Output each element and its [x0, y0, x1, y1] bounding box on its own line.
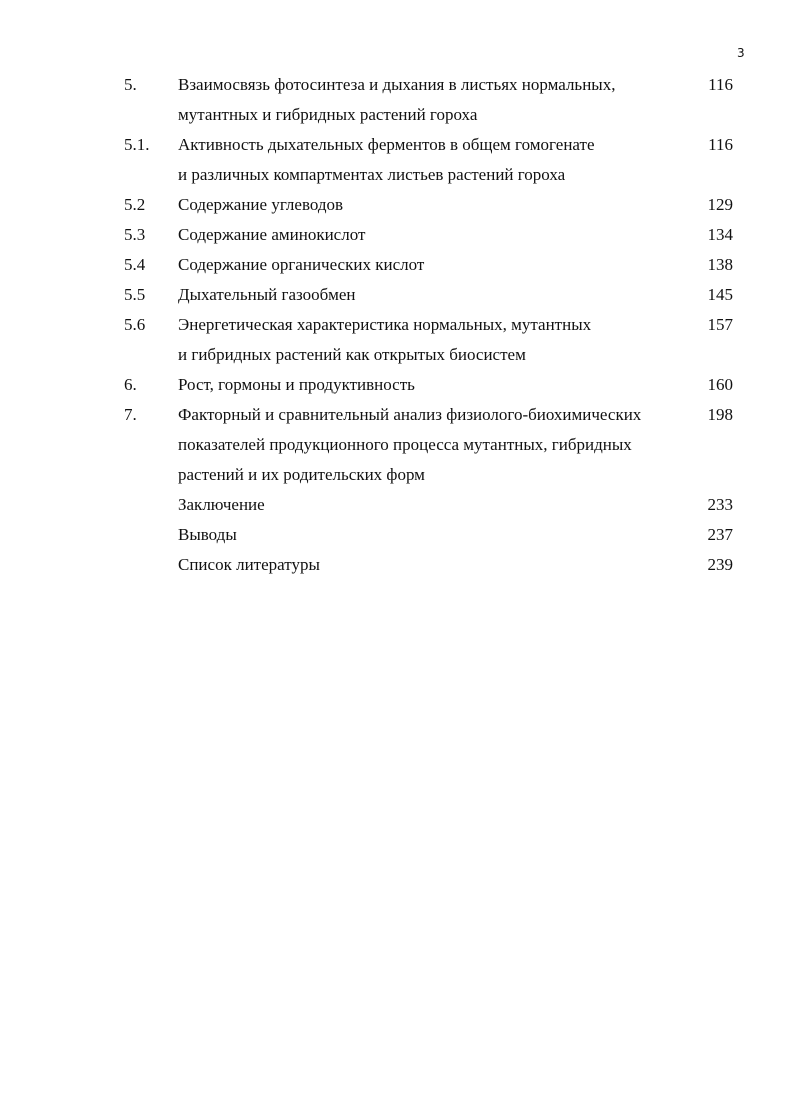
toc-entry-number: 7. — [124, 405, 137, 424]
toc-entry-title: Энергетическая характеристика нормальных, мутантных — [178, 315, 592, 334]
toc-line — [0, 490, 797, 520]
toc-entry — [0, 370, 797, 400]
toc-entry — [0, 190, 797, 220]
toc-entry — [0, 550, 797, 580]
toc-entry-page: 233 — [707, 495, 733, 514]
toc-entry-page: 198 — [707, 405, 733, 424]
toc-line — [0, 160, 797, 190]
toc-line — [0, 220, 797, 250]
toc-entry-title: Содержание органических кислот — [178, 255, 425, 274]
toc-entry-number: 5.4 — [124, 255, 146, 274]
toc-line — [0, 370, 797, 400]
toc-entry-title: Содержание аминокислот — [178, 225, 366, 244]
toc-entry — [0, 520, 797, 550]
toc-entry — [0, 310, 797, 370]
toc-entry-title: Взаимосвязь фотосинтеза и дыхания в листьях нормальных, — [178, 75, 616, 94]
table-of-contents — [0, 70, 797, 580]
toc-entry-page: 116 — [708, 135, 733, 154]
toc-line — [0, 550, 797, 580]
toc-entry-number: 5.3 — [124, 225, 146, 244]
toc-line — [0, 430, 797, 460]
toc-entry — [0, 250, 797, 280]
toc-entry-page: 160 — [707, 375, 733, 394]
toc-entry-title: Рост, гормоны и продуктивность — [178, 375, 415, 394]
toc-line — [0, 520, 797, 550]
toc-entry-number: 5.5 — [124, 285, 146, 304]
toc-entry-page: 116 — [708, 75, 733, 94]
toc-line — [0, 400, 797, 430]
toc-entry-title-continuation: мутантных и гибридных растений гороха — [178, 105, 478, 124]
toc-entry-title: Факторный и сравнительный анализ физиолого-биохимических — [178, 405, 642, 424]
toc-entry — [0, 220, 797, 250]
toc-entry — [0, 490, 797, 520]
toc-entry-title: Список литературы — [178, 555, 320, 574]
toc-entry-number: 5. — [124, 75, 137, 94]
toc-entry-title-continuation: и различных компартментах листьев растений гороха — [178, 165, 566, 184]
toc-entry-number: 5.2 — [124, 195, 146, 214]
toc-entry-page: 237 — [707, 525, 733, 544]
toc-entry-number: 5.6 — [124, 315, 146, 334]
toc-entry — [0, 400, 797, 490]
toc-entry-title: Выводы — [178, 525, 237, 544]
toc-line — [0, 190, 797, 220]
toc-entry-page: 134 — [707, 225, 733, 244]
toc-entry-page: 129 — [707, 195, 733, 214]
toc-line — [0, 280, 797, 310]
toc-line — [0, 70, 797, 100]
toc-line — [0, 310, 797, 340]
toc-entry-page: 157 — [707, 315, 733, 334]
toc-entry-page: 239 — [707, 555, 733, 574]
toc-entry-title-continuation: и гибридных растений как открытых биосистем — [178, 345, 526, 364]
page-number: 3 — [737, 46, 745, 60]
toc-entry — [0, 70, 797, 130]
toc-entry-title-continuation: показателей продукционного процесса мутантных, гибридных — [178, 435, 632, 454]
toc-line — [0, 130, 797, 160]
toc-line — [0, 250, 797, 280]
toc-entry-title: Заключение — [178, 495, 265, 514]
toc-entry-title: Активность дыхательных ферментов в общем гомогенате — [178, 135, 595, 154]
toc-entry-number: 5.1. — [124, 135, 150, 154]
toc-entry-title: Дыхательный газообмен — [178, 285, 356, 304]
toc-entry-title: Содержание углеводов — [178, 195, 344, 214]
toc-entry-number: 6. — [124, 375, 137, 394]
toc-entry-page: 145 — [707, 285, 733, 304]
toc-entry-title-continuation: растений и их родительских форм — [178, 465, 425, 484]
toc-entry — [0, 280, 797, 310]
toc-line — [0, 100, 797, 130]
toc-entry-page: 138 — [707, 255, 733, 274]
toc-entry — [0, 130, 797, 190]
toc-line — [0, 460, 797, 490]
toc-line — [0, 340, 797, 370]
